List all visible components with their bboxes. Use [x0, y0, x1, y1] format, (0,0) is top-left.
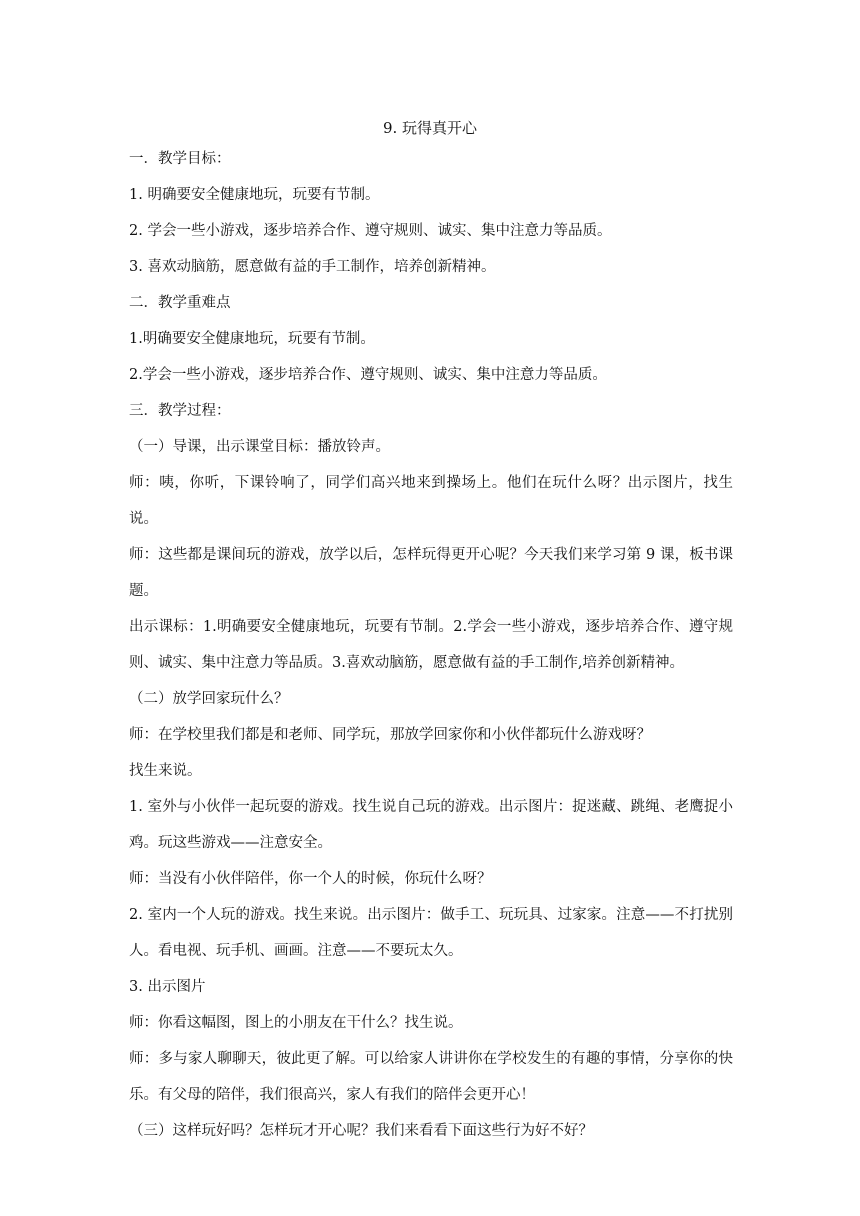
document-title: 9. 玩得真开心: [382, 119, 478, 137]
paragraph: 师：咦，你听，下课铃响了，同学们高兴地来到操场上。他们在玩什么呀？出示图片，找生说。: [129, 475, 733, 527]
paragraph: 出示课标：1.明确要安全健康地玩，玩要有节制。2.学会一些小游戏，逐步培养合作、遵守规则、诚实、集中注意力等品质。3.喜欢动脑筋，愿意做有益的手工制作,培养创新精神。: [129, 619, 733, 671]
process-subheading: （一）导课，出示课堂目标：播放铃声。: [129, 439, 390, 455]
paragraph: 找生来说。: [129, 763, 202, 779]
key-point-item: 1.明确要安全健康地玩，玩要有节制。: [129, 331, 375, 347]
paragraph: 师：在学校里我们都是和老师、同学玩，那放学回家你和小伙伴都玩什么游戏呀？: [129, 727, 651, 743]
objective-item: 2. 学会一些小游戏，逐步培养合作、遵守规则、诚实、集中注意力等品质。: [129, 223, 612, 239]
key-point-item: 2.学会一些小游戏，逐步培养合作、遵守规则、诚实、集中注意力等品质。: [129, 367, 607, 383]
objective-item: 1. 明确要安全健康地玩，玩要有节制。: [129, 187, 380, 203]
paragraph: 师：多与家人聊聊天，彼此更了解。可以给家人讲讲你在学校发生的有趣的事情，分享你的快乐。有父母的陪伴，我们很高兴，家人有我们的陪伴会更开心！: [129, 1051, 733, 1103]
paragraph: 3. 出示图片: [129, 979, 206, 995]
section-heading-key-points: 二．教学重难点: [129, 295, 231, 311]
objective-item: 3. 喜欢动脑筋，愿意做有益的手工制作，培养创新精神。: [129, 259, 496, 275]
paragraph: 师：当没有小伙伴陪伴，你一个人的时候，你玩什么呀？: [129, 871, 492, 887]
section-heading-objectives: 一．教学目标：: [129, 151, 231, 167]
document-body: [129, 149, 733, 1157]
paragraph: 2. 室内一个人玩的游戏。找生来说。出示图片：做手工、玩玩具、过家家。注意——不打扰别人。看电视、玩手机、画画。注意——不要玩太久。: [129, 907, 733, 959]
paragraph: 师：你看这幅图，图上的小朋友在干什么？找生说。: [129, 1015, 463, 1031]
process-subheading: （二）放学回家玩什么？: [129, 691, 289, 707]
paragraph: 师：这些都是课间玩的游戏，放学以后，怎样玩得更开心呢？今天我们来学习第 9 课，板书课题。: [129, 547, 733, 599]
section-heading-process: 三．教学过程：: [129, 403, 231, 419]
paragraph: 1. 室外与小伙伴一起玩耍的游戏。找生说自己玩的游戏。出示图片：捉迷藏、跳绳、老鹰捉小鸡。玩这些游戏——注意安全。: [129, 799, 733, 851]
process-subheading: （三）这样玩好吗？怎样玩才开心呢？我们来看看下面这些行为好不好？: [129, 1123, 593, 1139]
